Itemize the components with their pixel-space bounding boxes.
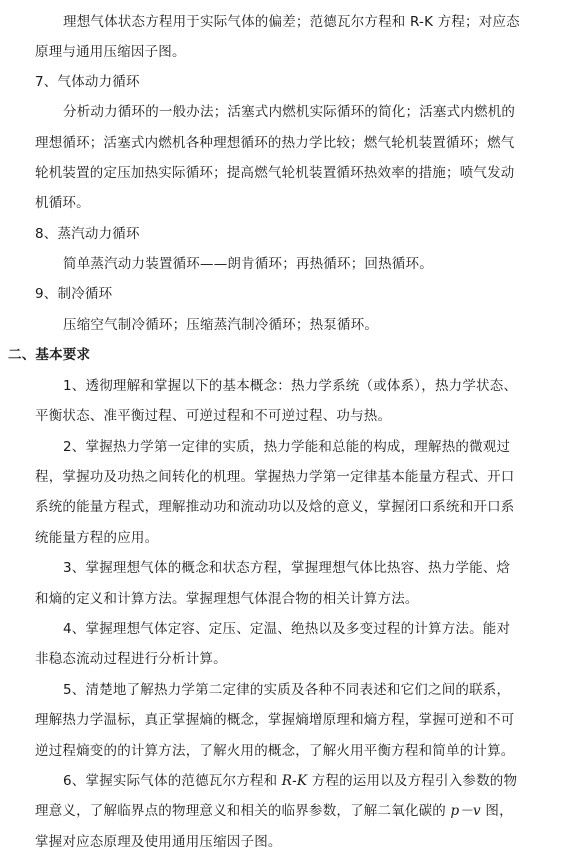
paragraph-line: 轮机装置的定压加热实际循环；提高燃气轮机装置循环热效率的措施；喷气发动 bbox=[35, 165, 515, 181]
paragraph-line: 非稳态流动过程进行分析计算。 bbox=[35, 651, 227, 667]
paragraph-line: 平衡状态、准平衡过程、可逆过程和不可逆过程、功与热。 bbox=[35, 408, 392, 424]
paragraph-line: 理想气体状态方程用于实际气体的偏差；范德瓦尔方程和 R-K 方程；对应态 bbox=[63, 14, 520, 30]
diagram-name: p－v bbox=[450, 803, 481, 819]
text-segment: 6、掌握实际气体的范德瓦尔方程和 bbox=[63, 773, 282, 789]
paragraph-line: 4、掌握理想气体定容、定压、定温、绝热以及多变过程的计算方法。能对 bbox=[63, 621, 511, 637]
text-segment: 图， bbox=[480, 803, 513, 819]
paragraph-line: 统能量方程的应用。 bbox=[35, 530, 159, 546]
major-heading: 二、基本要求 bbox=[8, 347, 91, 363]
paragraph-line: 分析动力循环的一般办法；活塞式内燃机实际循环的简化；活塞式内燃机的 bbox=[63, 104, 516, 120]
equation-name: R-K bbox=[281, 773, 308, 789]
paragraph-line: 原理与通用压缩因子图。 bbox=[35, 44, 186, 60]
paragraph-line: 2、掌握热力学第一定律的实质，热力学能和总能的构成，理解热的微观过 bbox=[63, 439, 511, 455]
paragraph-line: 掌握对应态原理及使用通用压缩因子图。 bbox=[35, 834, 282, 850]
paragraph-line: 压缩空气制冷循环；压缩蒸汽制冷循环；热泵循环。 bbox=[63, 317, 379, 333]
section-heading: 7、气体动力循环 bbox=[35, 74, 140, 90]
paragraph-line: 理解热力学温标，真正掌握熵的概念，掌握熵增原理和熵方程，掌握可逆和不可 bbox=[35, 712, 515, 728]
text-segment: 方程的运用以及方程引入参数的物 bbox=[307, 773, 518, 789]
paragraph-line bbox=[35, 801, 513, 821]
paragraph-line: 程，掌握功及功热之间转化的机理。掌握热力学第一定律基本能量方程式、开口 bbox=[35, 469, 515, 485]
paragraph-line: 1、透彻理解和掌握以下的基本概念：热力学系统（或体系），热力学状态、 bbox=[63, 378, 518, 394]
section-heading: 8、蒸汽动力循环 bbox=[35, 226, 140, 242]
paragraph-line: 简单蒸汽动力装置循环——朗肯循环；再热循环；回热循环。 bbox=[63, 256, 433, 272]
paragraph-line: 理想循环；活塞式内燃机各种理想循环的热力学比较；燃气轮机装置循环；燃气 bbox=[35, 135, 515, 151]
paragraph-line bbox=[63, 771, 517, 791]
paragraph-line: 3、掌握理想气体的概念和状态方程，掌握理想气体比热容、热力学能、焓 bbox=[63, 560, 511, 576]
paragraph-line: 和熵的定义和计算方法。掌握理想气体混合物的相关计算方法。 bbox=[35, 591, 419, 607]
section-heading: 9、制冷循环 bbox=[35, 286, 113, 302]
text-segment: 理意义，了解临界点的物理意义和相关的临界参数，了解二氧化碳的 bbox=[35, 803, 451, 819]
paragraph-line: 系统的能量方程式，理解推动功和流动功以及焓的意义，掌握闭口系统和开口系 bbox=[35, 499, 515, 515]
paragraph-line: 逆过程熵变的的计算方法，了解火用的概念，了解火用平衡方程和简单的计算。 bbox=[35, 743, 515, 759]
paragraph-line: 机循环。 bbox=[35, 195, 90, 211]
paragraph-line: 5、清楚地了解热力学第二定律的实质及各种不同表述和它们之间的联系， bbox=[63, 682, 511, 698]
